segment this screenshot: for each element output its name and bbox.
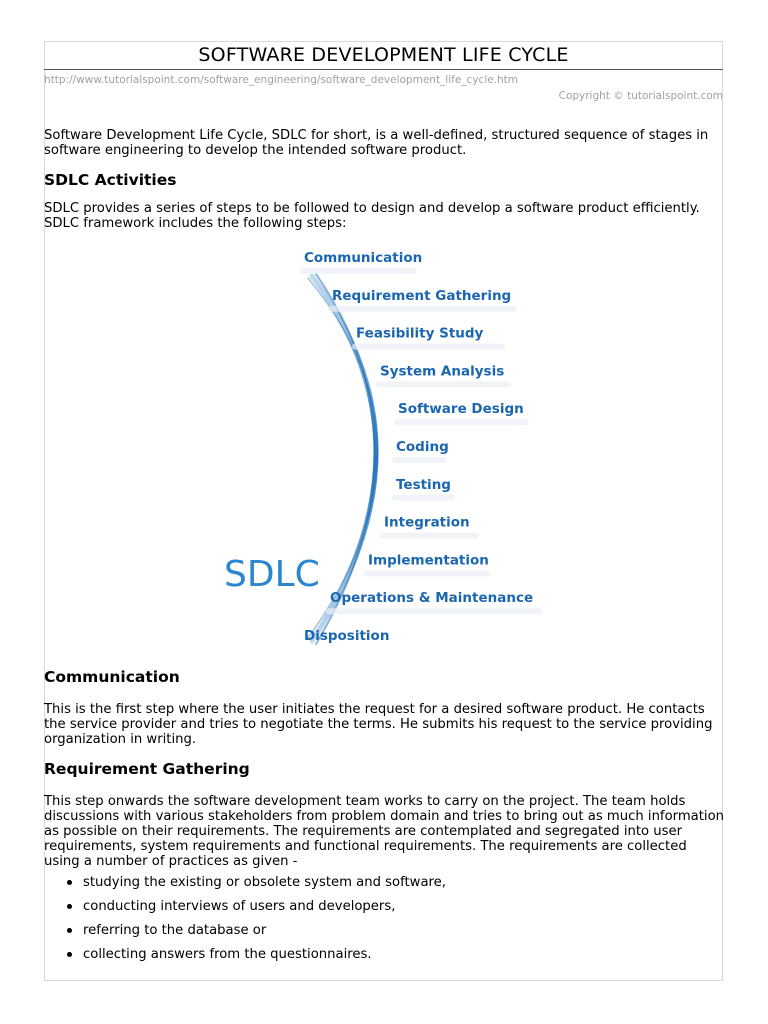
communication-heading: Communication bbox=[44, 668, 180, 686]
bullet-icon bbox=[67, 952, 72, 957]
sdlc-activities-heading: SDLC Activities bbox=[44, 171, 177, 189]
sdlc-steps bbox=[300, 250, 542, 646]
sdlc-step-shadow bbox=[364, 570, 490, 576]
list-item-text: collecting answers from the questionnaires. bbox=[83, 947, 372, 962]
sdlc-step-shadow bbox=[300, 268, 417, 274]
list-item-text: studying the existing or obsolete system and software, bbox=[83, 875, 446, 890]
sdlc-step-shadow bbox=[352, 344, 505, 350]
list-item bbox=[44, 947, 446, 971]
sdlc-step-shadow bbox=[394, 419, 529, 425]
sdlc-step-label: Coding bbox=[396, 439, 449, 455]
requirement-gathering-heading: Requirement Gathering bbox=[44, 760, 250, 778]
bullet-icon bbox=[67, 928, 72, 933]
sdlc-step-label: Requirement Gathering bbox=[332, 287, 512, 304]
list-item bbox=[44, 923, 446, 947]
practices-list bbox=[44, 875, 446, 971]
sdlc-step-shadow bbox=[326, 608, 542, 614]
sdlc-center-label: SDLC bbox=[224, 554, 320, 595]
sdlc-step-label: Implementation bbox=[368, 552, 489, 569]
sdlc-step-label: Testing bbox=[396, 476, 451, 493]
intro-paragraph: Software Development Life Cycle, SDLC for short, is a well-defined, structured sequence of stages in software engineering to develop the intended software product. bbox=[44, 128, 709, 158]
source-url[interactable]: http://www.tutorialspoint.com/software_engineering/software_development_life_cycle.htm bbox=[44, 74, 519, 86]
copyright-notice: Copyright © tutorialspoint.com bbox=[558, 90, 723, 102]
sdlc-step-label: Software Design bbox=[398, 401, 524, 418]
sdlc-step-label: Integration bbox=[384, 514, 470, 531]
sdlc-step-shadow bbox=[376, 381, 511, 387]
sdlc-diagram bbox=[220, 246, 560, 646]
sdlc-activities-paragraph: SDLC provides a series of steps to be followed to design and develop a software product efficiently. SDLC framework includes the following steps: bbox=[44, 201, 700, 231]
sdlc-step-label: Disposition bbox=[304, 628, 390, 644]
list-item-text: conducting interviews of users and developers, bbox=[83, 899, 396, 914]
sdlc-diagram-svg bbox=[220, 246, 560, 646]
bullet-icon bbox=[67, 880, 72, 885]
list-item bbox=[44, 899, 446, 923]
sdlc-step-label: Operations & Maintenance bbox=[330, 590, 534, 607]
sdlc-step-shadow bbox=[392, 457, 446, 463]
sdlc-step-shadow bbox=[392, 495, 455, 501]
page-title: SOFTWARE DEVELOPMENT LIFE CYCLE bbox=[198, 44, 569, 66]
sdlc-step-label: System Analysis bbox=[380, 363, 505, 380]
requirement-gathering-paragraph: This step onwards the software development team works to carry on the project. The team holds discussions with various stakeholders from problem domain and tries to bring out as much information as possible on their requirements. The requirements are contemplated and segregated into user requirements, system requirements and functional requirements. The requirements are collected using a number of practices as given - bbox=[44, 794, 725, 869]
title-divider bbox=[44, 69, 723, 70]
list-item bbox=[44, 875, 446, 899]
sdlc-step-shadow bbox=[380, 533, 479, 539]
sdlc-step-shadow bbox=[328, 306, 517, 312]
sdlc-step-label: Feasibility Study bbox=[356, 325, 484, 342]
communication-paragraph: This is the first step where the user initiates the request for a desired software product. He contacts the service provider and tries to negotiate the terms. He submits his request to the service providing organization in writing. bbox=[44, 702, 713, 747]
bullet-icon bbox=[67, 904, 72, 909]
list-item-text: referring to the database or bbox=[83, 923, 267, 938]
sdlc-step-label: Communication bbox=[304, 250, 423, 266]
